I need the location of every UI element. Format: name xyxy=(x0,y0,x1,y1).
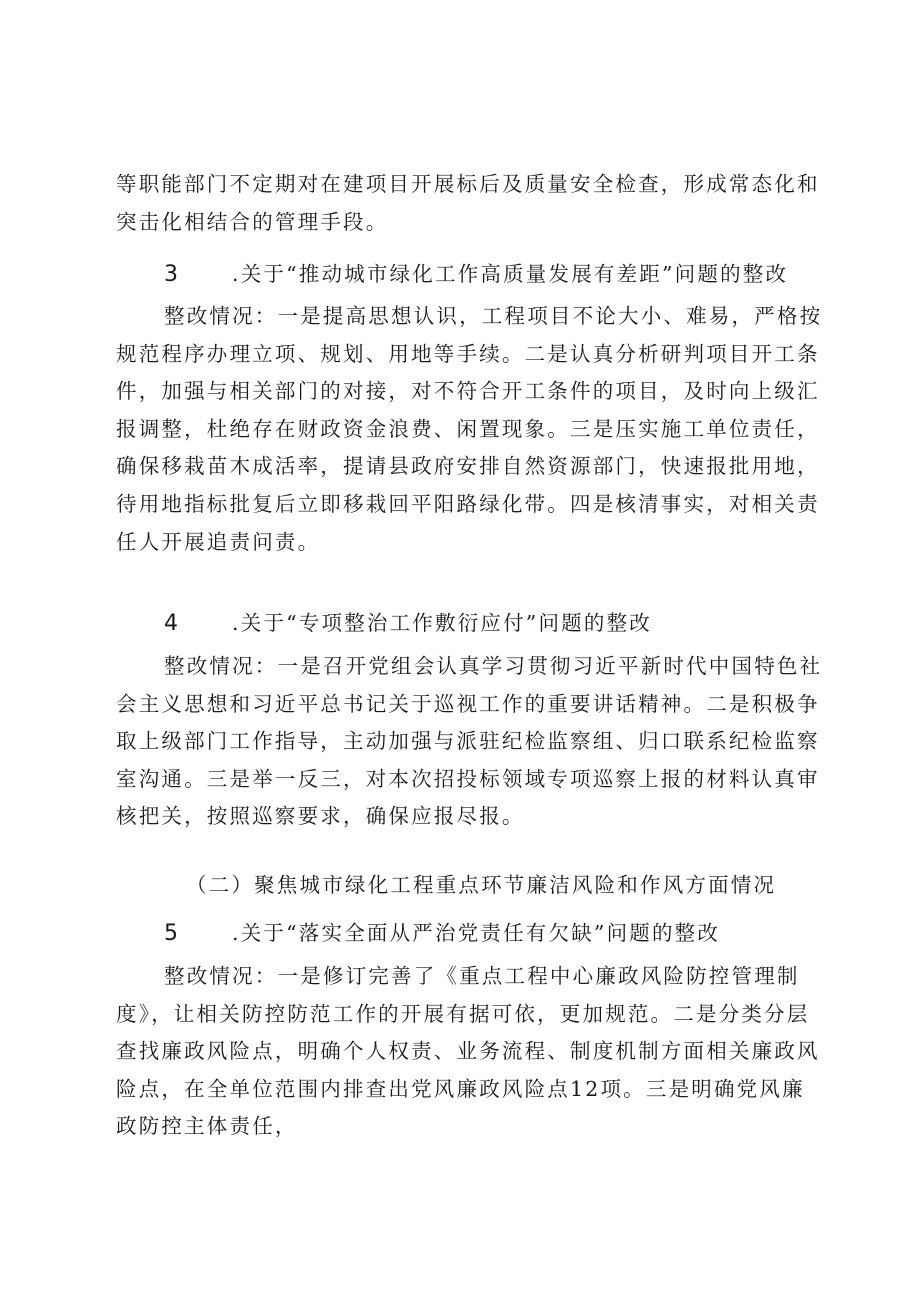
item-heading-text: .关于“专项整治工作敷衍应付”问题的整改 xyxy=(232,611,652,635)
item-heading-5 xyxy=(164,918,720,949)
paragraph-rectification-4: 整改情况：一是召开党组会认真学习贯彻习近平新时代中国特色社会主义思想和习近平总书记关于巡视工作的重要讲话精神。二是积极争取上级部门工作指导，主动加强与派驻纪检监察组、归口联系纪检监察室沟通。三是举一反三，对本次招投标领域专项巡察上报的材料认真审核把关，按照巡察要求，确保应报尽报。 xyxy=(116,654,823,829)
section-title: （二）聚焦城市绿化工程重点环节廉洁风险和作风方面情况 xyxy=(186,873,777,897)
item-heading-text: .关于“落实全面从严治党责任有欠缺”问题的整改 xyxy=(232,921,721,945)
item-heading-3 xyxy=(164,259,788,290)
paragraph-rectification-5: 整改情况：一是修订完善了《重点工程中心廉政风险防控管理制度》，让相关防控防范工作的开展有据可依，更加规范。二是分类分层查找廉政风险点，明确个人权责、业务流程、制度机制方面相关廉政风险点，在全单位范围内排查出党风廉政风险点12项。三是明确党风廉政防控主体责任， xyxy=(116,964,820,1139)
item-number: 3 xyxy=(164,262,181,287)
item-number: 4 xyxy=(164,611,181,636)
item-heading-4 xyxy=(164,608,652,639)
paragraph-continuation: 等职能部门不定期对在建项目开展标后及质量安全检查，形成常态化和突击化相结合的管理手段。 xyxy=(116,172,820,234)
paragraph-rectification-3: 整改情况：一是提高思想认识，工程项目不论大小、难易，严格按规范程序办理立项、规划、用地等手续。二是认真分析研判项目开工条件，加强与相关部门的对接，对不符合开工条件的项目，及时向上级汇报调整，杜绝存在财政资金浪费、闲置现象。三是压实施工单位责任，确保移栽苗木成活率，提请县政府安排自然资源部门，快速报批用地，待用地指标批复后立即移栽回平阳路绿化带。四是核清事实，对相关责任人开展追责问责。 xyxy=(116,304,823,554)
item-number: 5 xyxy=(164,921,181,946)
item-heading-text: .关于“推动城市绿化工作高质量发展有差距”问题的整改 xyxy=(232,262,789,286)
